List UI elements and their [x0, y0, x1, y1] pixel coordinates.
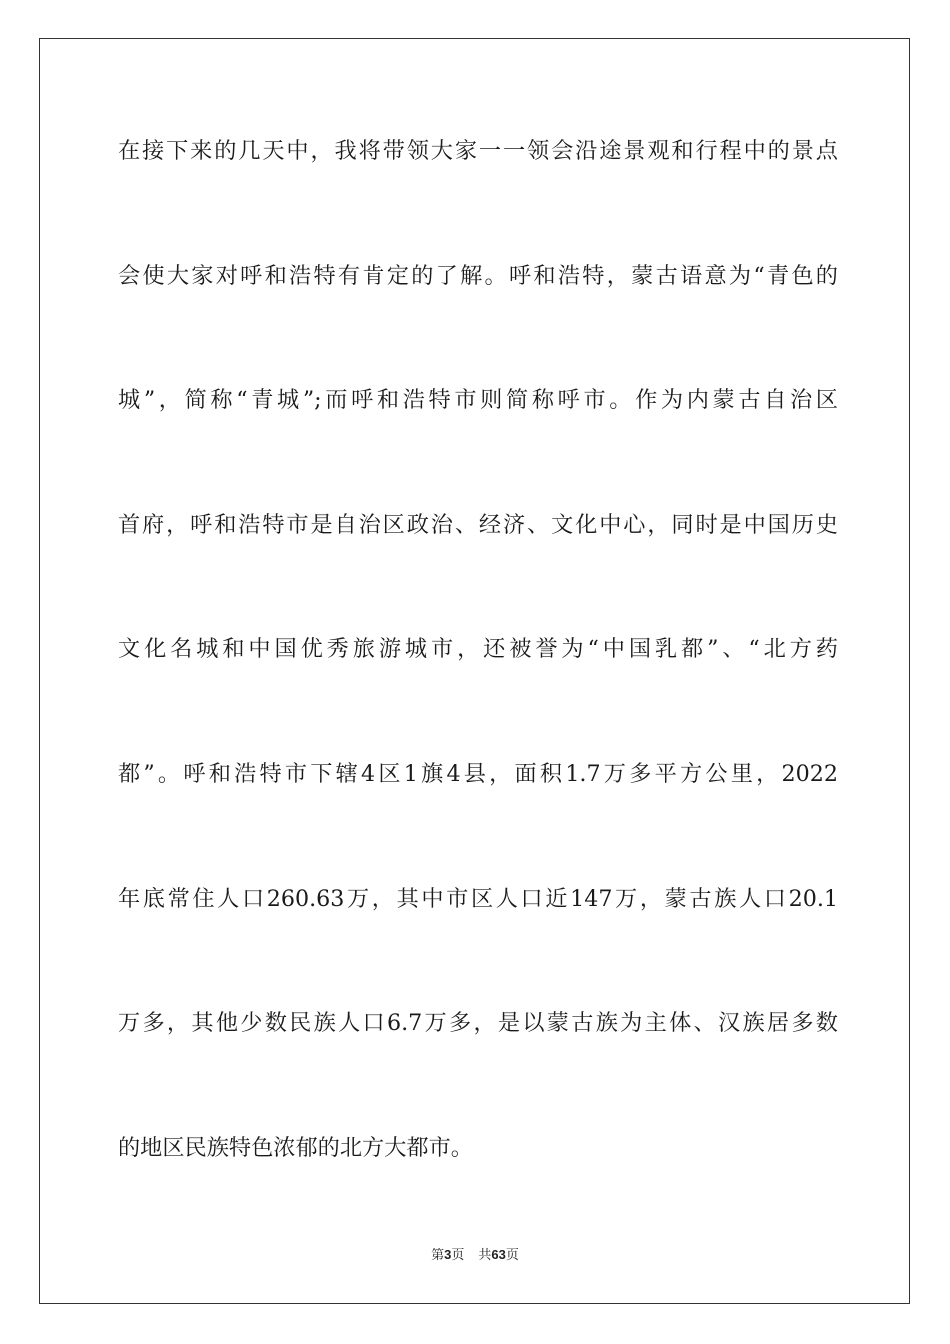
text-line: 万多，其他少数民族人口6.7万多，是以蒙古族为主体、汉族居多数	[118, 1010, 838, 1037]
text-line: 文化名城和中国优秀旅游城市，还被誉为“中国乳都”、“北方药	[118, 636, 838, 663]
text-line: 都”。呼和浩特市下辖4区1旗4县，面积1.7万多平方公里，2022	[118, 760, 838, 787]
text-line: 首府，呼和浩特市是自治区政治、经济、文化中心，同时是中国历史	[118, 511, 838, 538]
current-page-number: 3	[444, 1247, 452, 1262]
page-footer	[0, 1246, 950, 1265]
text-line: 的地区民族特色浓郁的北方大都市。	[118, 1134, 473, 1161]
total-page-count: 63	[491, 1247, 506, 1262]
text-line: 在接下来的几天中，我将带领大家一一领会沿途景观和行程中的景点	[118, 138, 838, 164]
text-line: 年底常住人口260.63万，其中市区人口近147万，蒙古族人口20.1	[118, 885, 838, 912]
total-label-suffix: 页	[505, 1248, 519, 1263]
text-line: 城”，简称“青城”;而呼和浩特市则简称呼市。作为内蒙古自治区	[118, 387, 838, 414]
total-label-prefix: 共	[478, 1248, 492, 1263]
body-text	[118, 129, 838, 1250]
text-line: 会使大家对呼和浩特有肯定的了解。呼和浩特，蒙古语意为“青色的	[118, 262, 838, 289]
page-label-prefix: 第	[431, 1248, 445, 1263]
page-label-suffix: 页	[451, 1248, 465, 1263]
